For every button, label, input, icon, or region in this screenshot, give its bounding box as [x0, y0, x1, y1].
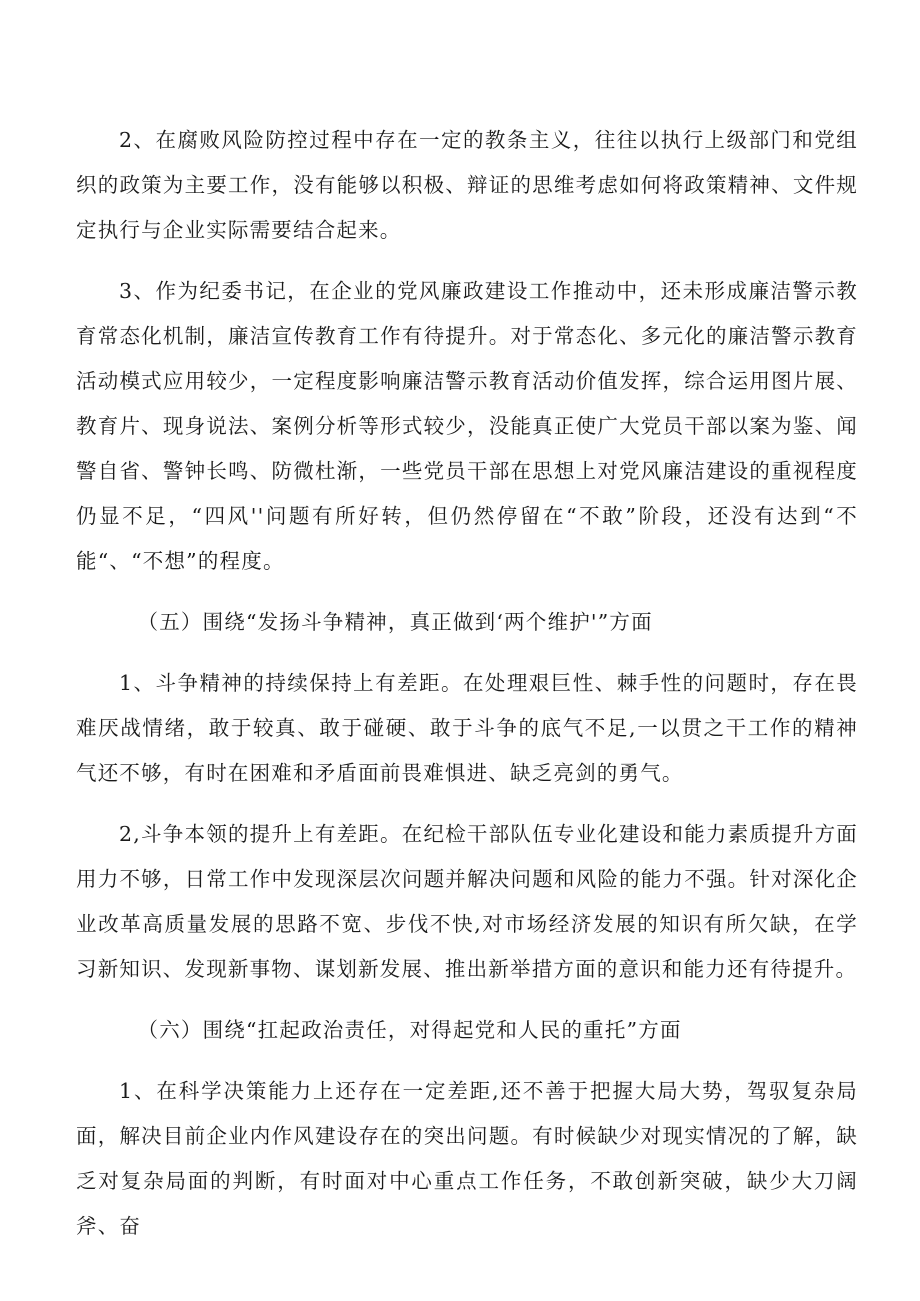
section-heading-five: （五）围绕“发扬斗争精神，真正做到‘两个维护'”方面	[137, 610, 653, 634]
section-heading-six: （六）围绕“扛起政治责任，对得起党和人民的重托”方面	[137, 1018, 682, 1042]
paragraph-item-3: 3、作为纪委书记，在企业的党风廉政建设工作推动中，还未形成廉洁警示教育常态化机制，廉洁宣传教育工作有待提升。对于常态化、多元化的廉洁警示教育活动模式应用较少，一定程度影响廉洁警示教育活动价值发挥，综合运用图片展、教育片、现身说法、案例分析等形式较少，没能真正使广大党员干部以案为鉴、闻警自省、警钟长鸣、防微杜渐，一些党员干部在思想上对党风廉洁建设的重视程度仍显不足，“四风''问题有所好转，但仍然停留在“不敢”阶段，还没有达到“不能“、“不想”的程度。	[76, 279, 858, 573]
paragraph-item-2: 2、在腐败风险防控过程中存在一定的教条主义，往往以执行上级部门和党组织的政策为主要工作，没有能够以积极、辩证的思维考虑如何将政策精神、文件规定执行与企业实际需要结合起来。	[76, 128, 858, 242]
paragraph-fighting-spirit: 1、斗争精神的持续保持上有差距。在处理艰巨性、棘手性的问题时，存在畏难厌战情绪，敢于较真、敢于碰硬、敢于斗争的底气不足,一以贯之干工作的精神气还不够，有时在困难和矛盾面前畏难惧进、缺乏亮剑的勇气。	[76, 671, 858, 785]
paragraph-decision-making: 1、在科学决策能力上还存在一定差距,还不善于把握大局大势，驾驭复杂局面，解决目前企业内作风建设存在的突出问题。有时候缺少对现实情况的了解，缺乏对复杂局面的判断，有时面对中心重点工作任务，不敢创新突破，缺少大刀阔斧、奋	[76, 1079, 858, 1238]
paragraph-fighting-skills: 2,斗争本领的提升上有差距。在纪检干部队伍专业化建设和能力素质提升方面用力不够，日常工作中发现深层次问题并解决问题和风险的能力不强。针对深化企业改革高质量发展的思路不宽、步伐不快,对市场经济发展的知识有所欠缺，在学习新知识、发现新事物、谋划新发展、推出新举措方面的意识和能力还有待提升。	[76, 822, 858, 981]
